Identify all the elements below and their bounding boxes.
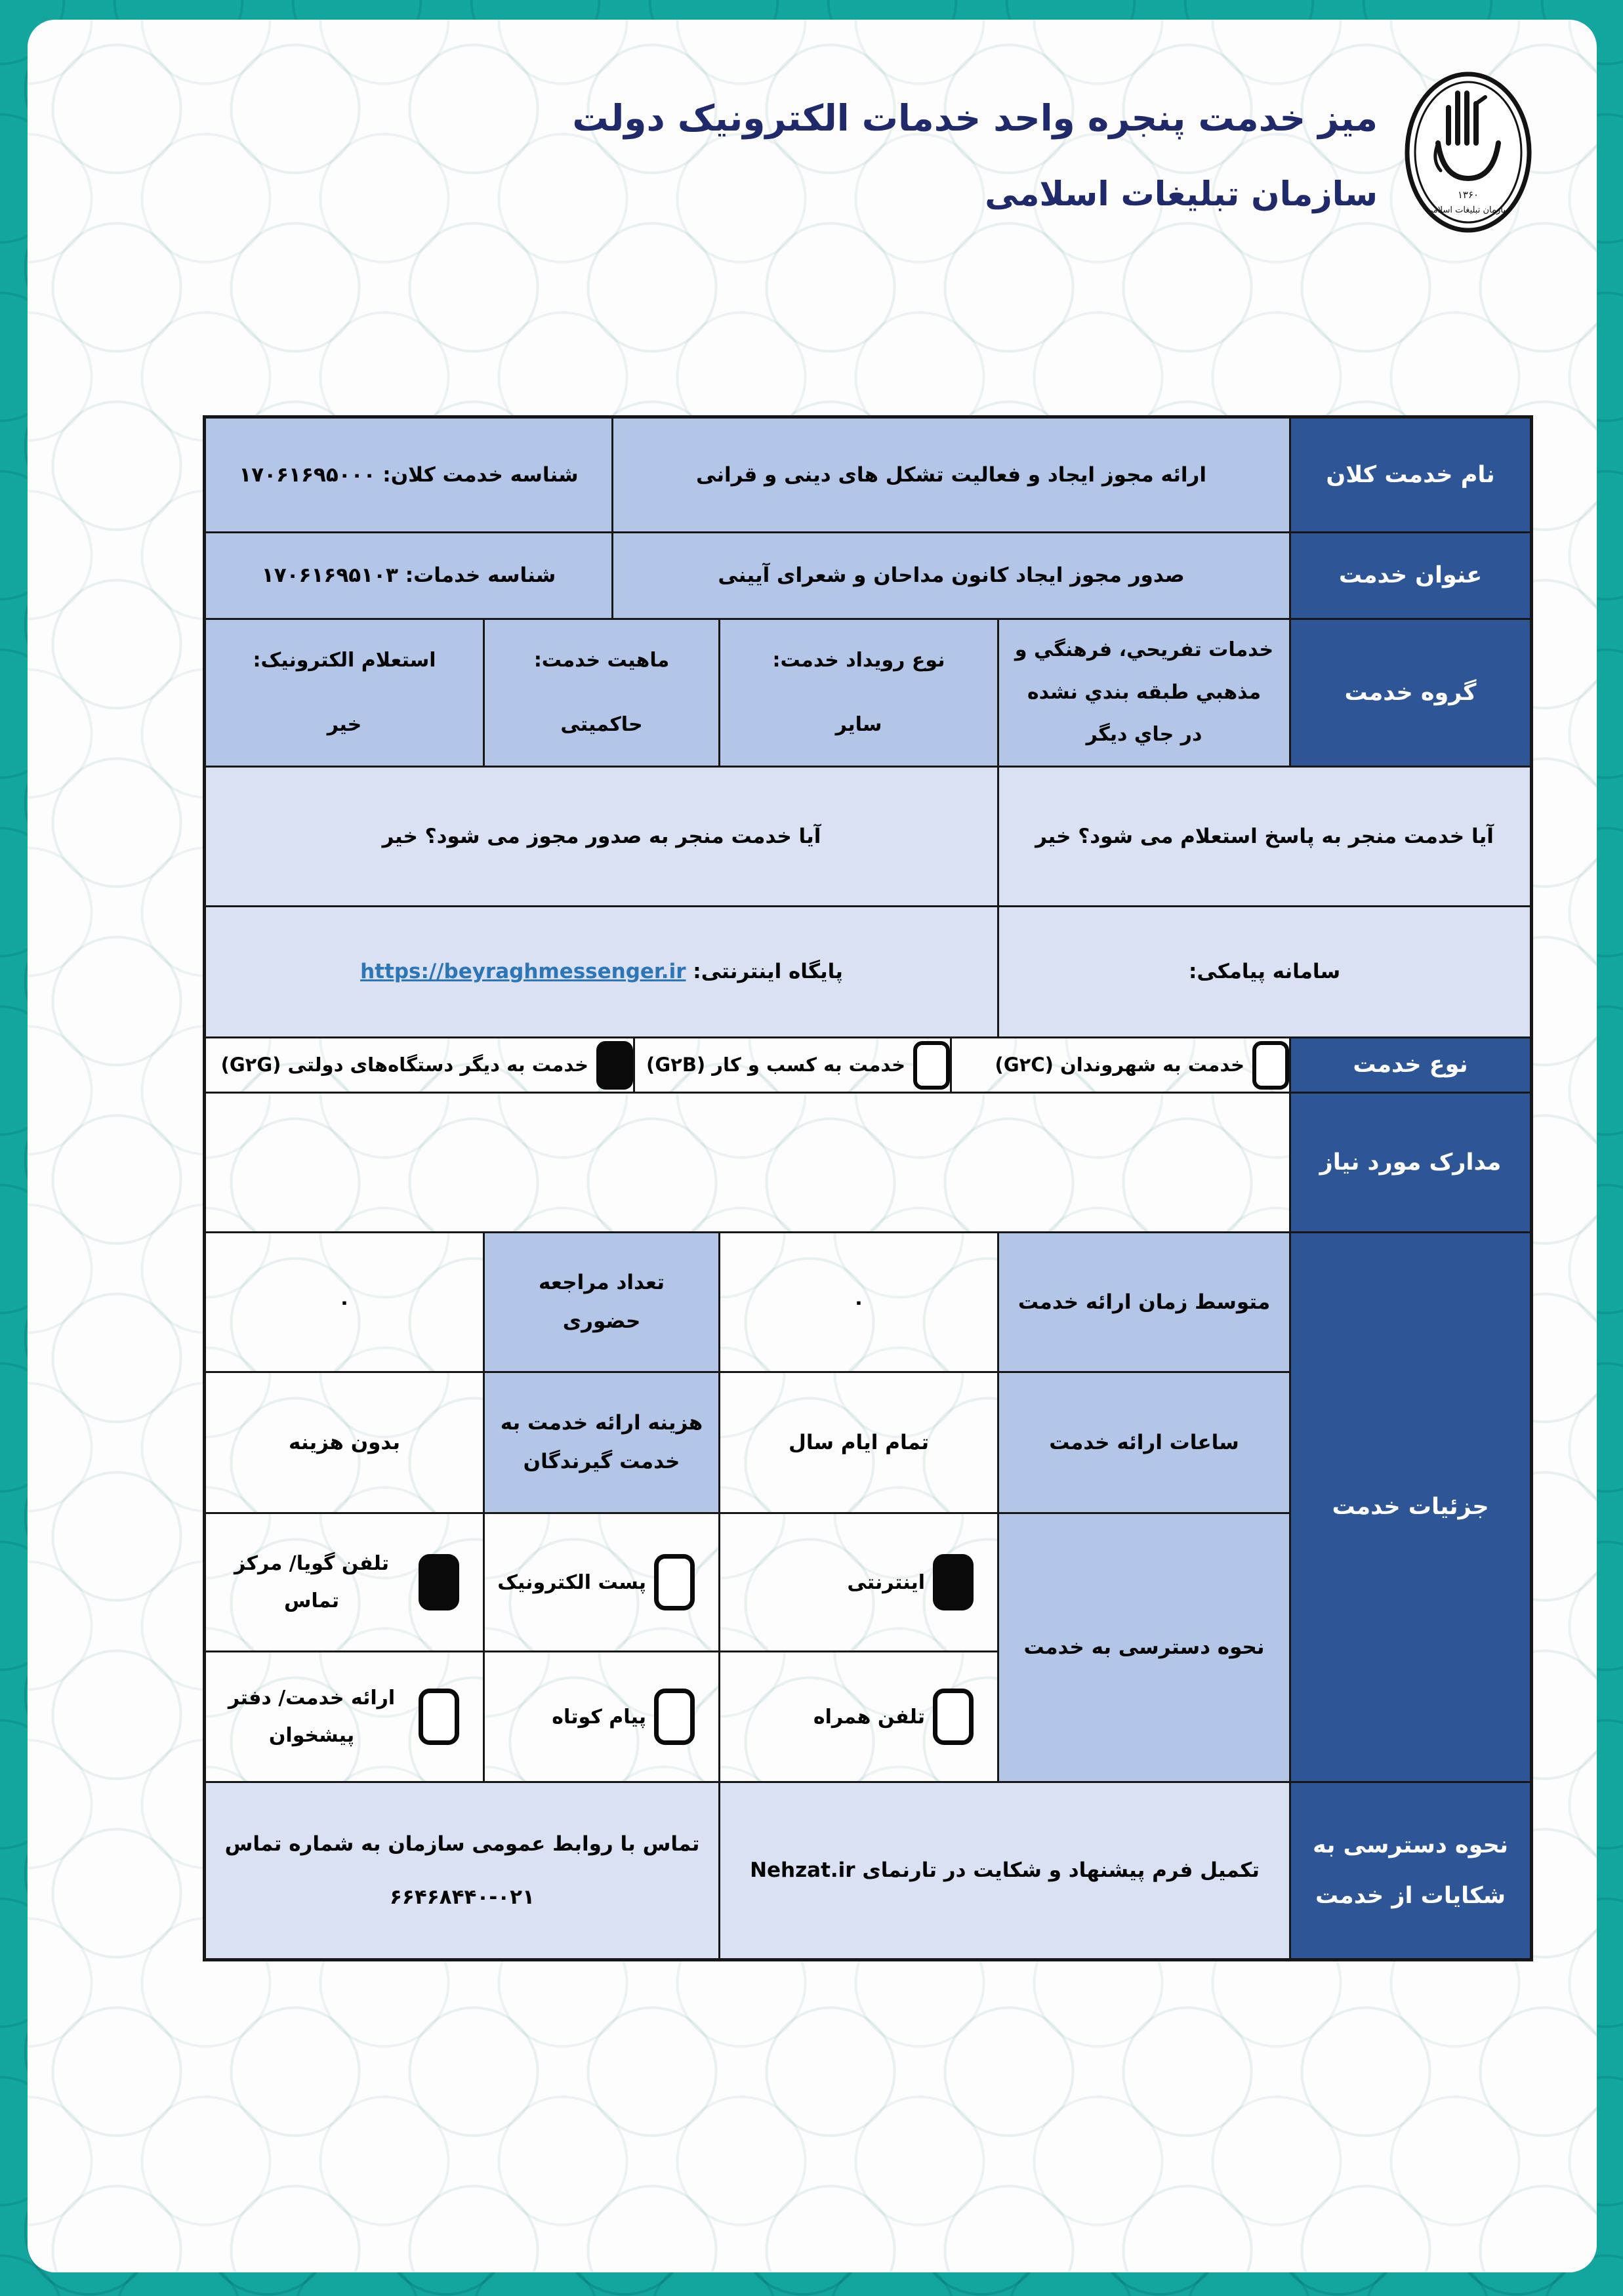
access-option-counter [206, 1652, 483, 1781]
website-label: پایگاه اینترنتی: [693, 960, 843, 984]
row-header-service-details: جزئیات خدمت [1291, 1233, 1530, 1781]
electronic-inquiry-value: خیر [327, 713, 362, 736]
organization-name: سازمان تبلیغات اسلامی [985, 174, 1378, 214]
service-info-table [203, 415, 1533, 1961]
website-link[interactable]: https://beyraghmessenger.ir [360, 960, 686, 984]
complaints-phone-method [206, 1783, 718, 1958]
service-hours-label: ساعات ارائه خدمت [999, 1373, 1289, 1512]
service-type-option-g2b [635, 1038, 950, 1092]
access-option-sms [485, 1652, 718, 1781]
page-title: میز خدمت پنجره واحد خدمات الکترونیک دولت [572, 97, 1378, 139]
service-hours-value: تمام ایام سال [720, 1373, 997, 1512]
service-id: شناسه خدمات: ۱۷۰۶۱۶۹۵۱۰۳ [206, 533, 611, 618]
service-title-value: صدور مجوز ایجاد کانون مداحان و شعرای آیینی [613, 533, 1289, 618]
event-type-cell [720, 620, 997, 766]
organization-logo-icon [1403, 70, 1534, 235]
checkbox-counter[interactable] [419, 1689, 459, 1745]
row-header-complaints: نحوه دسترسی به شکایات از خدمت [1291, 1783, 1530, 1958]
macro-service-id: شناسه خدمت کلان: ۱۷۰۶۱۶۹۵۰۰۰ [206, 419, 611, 531]
access-option-email [485, 1514, 718, 1650]
checkbox-g2c[interactable] [1252, 1041, 1289, 1090]
website-cell [206, 907, 997, 1036]
logo-org-text: سازمان تبلیغات اسلامی [1426, 205, 1511, 215]
electronic-inquiry-cell [206, 620, 483, 766]
checkbox-internet[interactable] [933, 1554, 974, 1610]
service-nature-cell [485, 620, 718, 766]
service-type-option-g2c [952, 1038, 1289, 1092]
complaints-online-method: تکمیل فرم پیشنهاد و شکایت در تارنمای Nehzat.ir [720, 1783, 1289, 1958]
service-nature-label: ماهیت خدمت: [533, 648, 670, 672]
page-header [572, 98, 1378, 213]
row-header-macro-service: نام خدمت کلان [1291, 419, 1530, 531]
checkbox-ivr-label: تلفن گویا/ مرکز تماس [234, 1552, 390, 1612]
checkbox-g2g-label: خدمت به دیگر دستگاه‌های دولتی (G۲G) [220, 1054, 588, 1076]
cost-label: هزینه ارائه خدمت به خدمت گیرندگان [485, 1373, 718, 1512]
service-nature-value: حاکمیتی [560, 713, 643, 736]
service-type-option-g2g [206, 1038, 633, 1092]
leads-to-license-question: آیا خدمت منجر به صدور مجوز می شود؟ خیر [206, 768, 997, 905]
checkbox-g2b-label: خدمت به کسب و کار (G۲B) [646, 1054, 905, 1076]
electronic-inquiry-label: استعلام الکترونیک: [253, 648, 436, 672]
access-method-label: نحوه دسترسی به خدمت [999, 1514, 1289, 1781]
checkbox-g2b[interactable] [913, 1041, 950, 1090]
checkbox-ivr[interactable] [419, 1554, 459, 1610]
checkbox-counter-label: ارائه خدمت/ دفتر پیشخوان [228, 1687, 396, 1747]
row-header-service-group: گروه خدمت [1291, 620, 1530, 766]
checkbox-sms-label: پیام کوتاه [552, 1705, 646, 1729]
checkbox-g2g[interactable] [596, 1041, 633, 1090]
macro-service-value: ارائه مجوز ایجاد و فعالیت تشکل های دینی و قرانی [613, 419, 1289, 531]
logo-year: ۱۳۶۰ [1457, 189, 1479, 201]
row-header-service-title: عنوان خدمت [1291, 533, 1530, 618]
leads-to-inquiry-question: آیا خدمت منجر به پاسخ استعلام می شود؟ خیر [999, 768, 1530, 905]
checkbox-mobile[interactable] [933, 1689, 974, 1745]
access-option-ivr [206, 1514, 483, 1650]
checkbox-internet-label: اینترنتی [847, 1570, 925, 1594]
required-documents-value [206, 1094, 1289, 1231]
avg-time-value: ۰ [720, 1233, 997, 1371]
checkbox-sms[interactable] [654, 1689, 695, 1745]
complaints-phone-number: ۶۶۴۶۸۴۴۰-۰۲۱ [390, 1885, 535, 1909]
event-type-label: نوع رویداد خدمت: [772, 648, 945, 672]
row-header-required-documents: مدارک مورد نیاز [1291, 1094, 1530, 1231]
checkbox-email[interactable] [654, 1554, 695, 1610]
complaints-phone-text: تماس با روابط عمومی سازمان به شماره تماس [224, 1832, 700, 1856]
row-header-service-type: نوع خدمت [1291, 1038, 1530, 1092]
visits-value: ۰ [206, 1233, 483, 1371]
access-option-internet [720, 1514, 997, 1650]
visits-label: تعداد مراجعه حضوری [485, 1233, 718, 1371]
checkbox-mobile-label: تلفن همراه [813, 1705, 925, 1729]
event-type-value: سایر [835, 713, 882, 736]
avg-time-label: متوسط زمان ارائه خدمت [999, 1233, 1289, 1371]
sms-system-label: سامانه پیامکی: [999, 907, 1530, 1036]
access-option-mobile [720, 1652, 997, 1781]
cost-value: بدون هزینه [206, 1373, 483, 1512]
service-group-value: خدمات تفریحي، فرهنگي و مذهبي طبقه بندي نشده در جاي دیگر [999, 620, 1289, 766]
checkbox-g2c-label: خدمت به شهروندان (G۲C) [995, 1054, 1244, 1076]
checkbox-email-label: پست الکترونیک [497, 1570, 646, 1594]
